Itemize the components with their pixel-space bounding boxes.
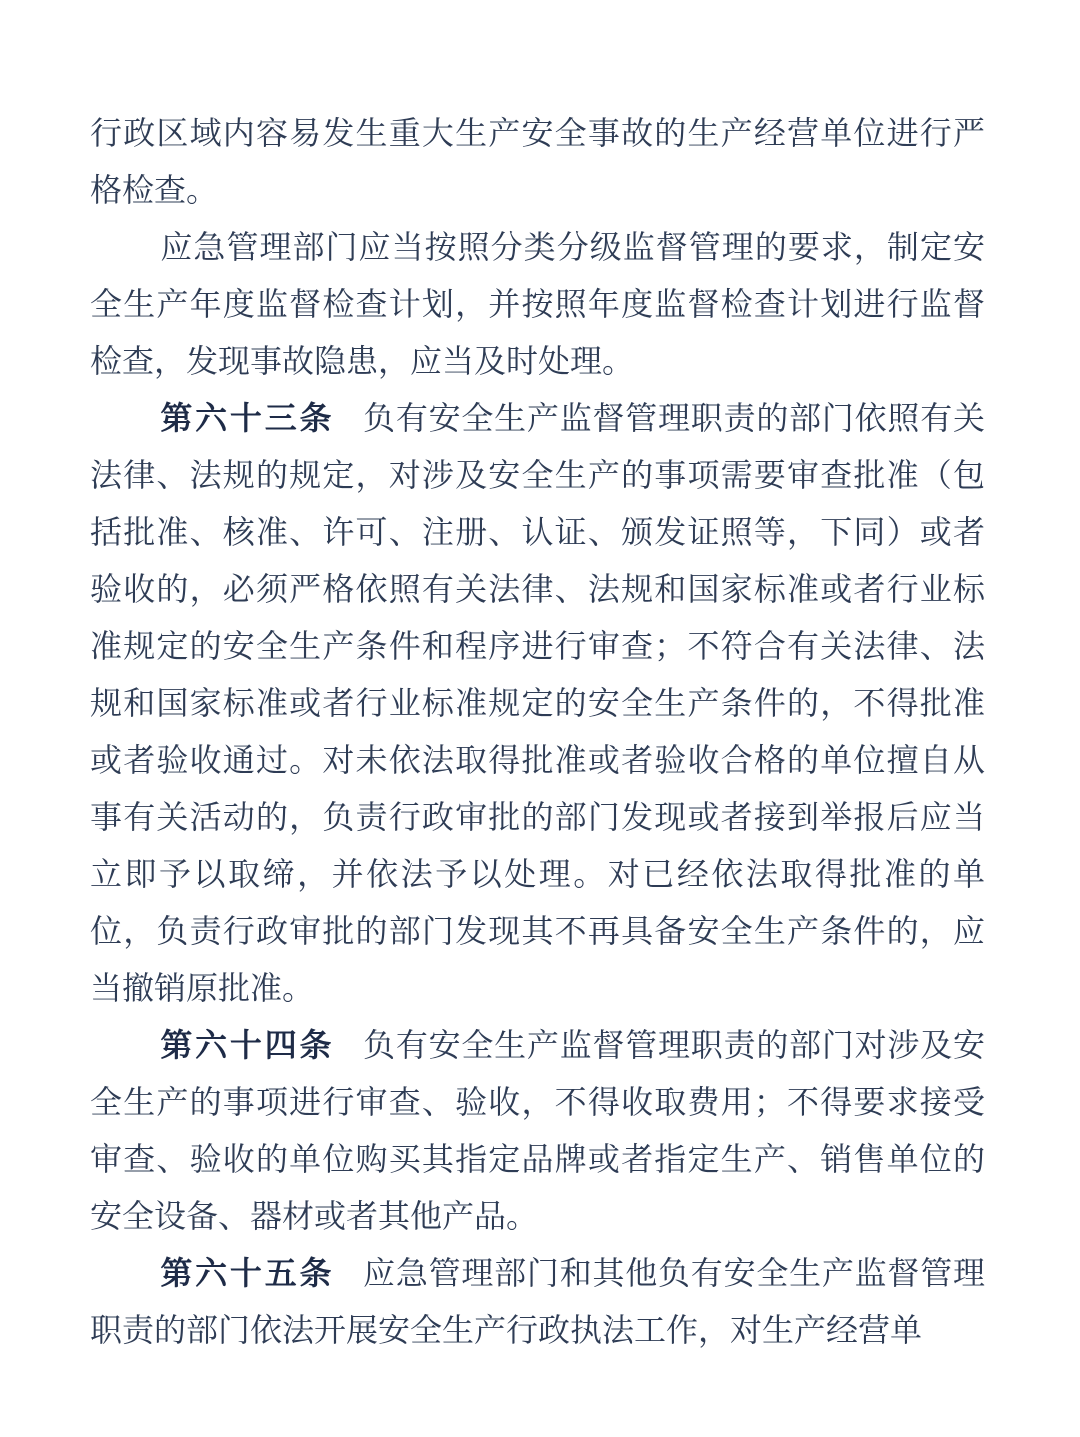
paragraph-text: 应急管理部门和其他负有安全生产监督管理职责的部门依法开展安全生产行政执法工作，对生产经营单 — [90, 1255, 985, 1348]
law-text-body — [90, 105, 985, 1359]
paragraph-text: 行政区域内容易发生重大生产安全事故的生产经营单位进行严格检查。 — [90, 115, 985, 208]
paragraph-annual-inspection — [90, 219, 985, 390]
paragraph-article-64 — [90, 1017, 985, 1245]
paragraph-article-63 — [90, 390, 985, 1017]
article-64-number: 第六十四条 — [160, 1027, 335, 1063]
paragraph-text: 应急管理部门应当按照分类分级监督管理的要求，制定安全生产年度监督检查计划，并按照年度监督检查计划进行监督检查，发现事故隐患，应当及时处理。 — [90, 229, 985, 379]
paragraph-article-65 — [90, 1245, 985, 1359]
paragraph-text: 负有安全生产监督管理职责的部门依照有关法律、法规的规定，对涉及安全生产的事项需要审查批准（包括批准、核准、许可、注册、认证、颁发证照等，下同）或者验收的，必须严格依照有关法律、法规和国家标准或者行业标准规定的安全生产条件和程序进行审查；不符合有关法律、法规和国家标准或者行业标准规定的安全生产条件的，不得批准或者验收通过。对未依法取得批准或者验收合格的单位擅自从事有关活动的，负责行政审批的部门发现或者接到举报后应当立即予以取缔，并依法予以处理。对已经依法取得批准的单位，负责行政审批的部门发现其不再具备安全生产条件的，应当撤销原批准。 — [90, 400, 985, 1006]
article-65-number: 第六十五条 — [160, 1255, 335, 1291]
paragraph-continuation — [90, 105, 985, 219]
paragraph-text: 负有安全生产监督管理职责的部门对涉及安全生产的事项进行审查、验收，不得收取费用；不得要求接受审查、验收的单位购买其指定品牌或者指定生产、销售单位的安全设备、器材或者其他产品。 — [90, 1027, 985, 1234]
article-63-number: 第六十三条 — [160, 400, 335, 436]
